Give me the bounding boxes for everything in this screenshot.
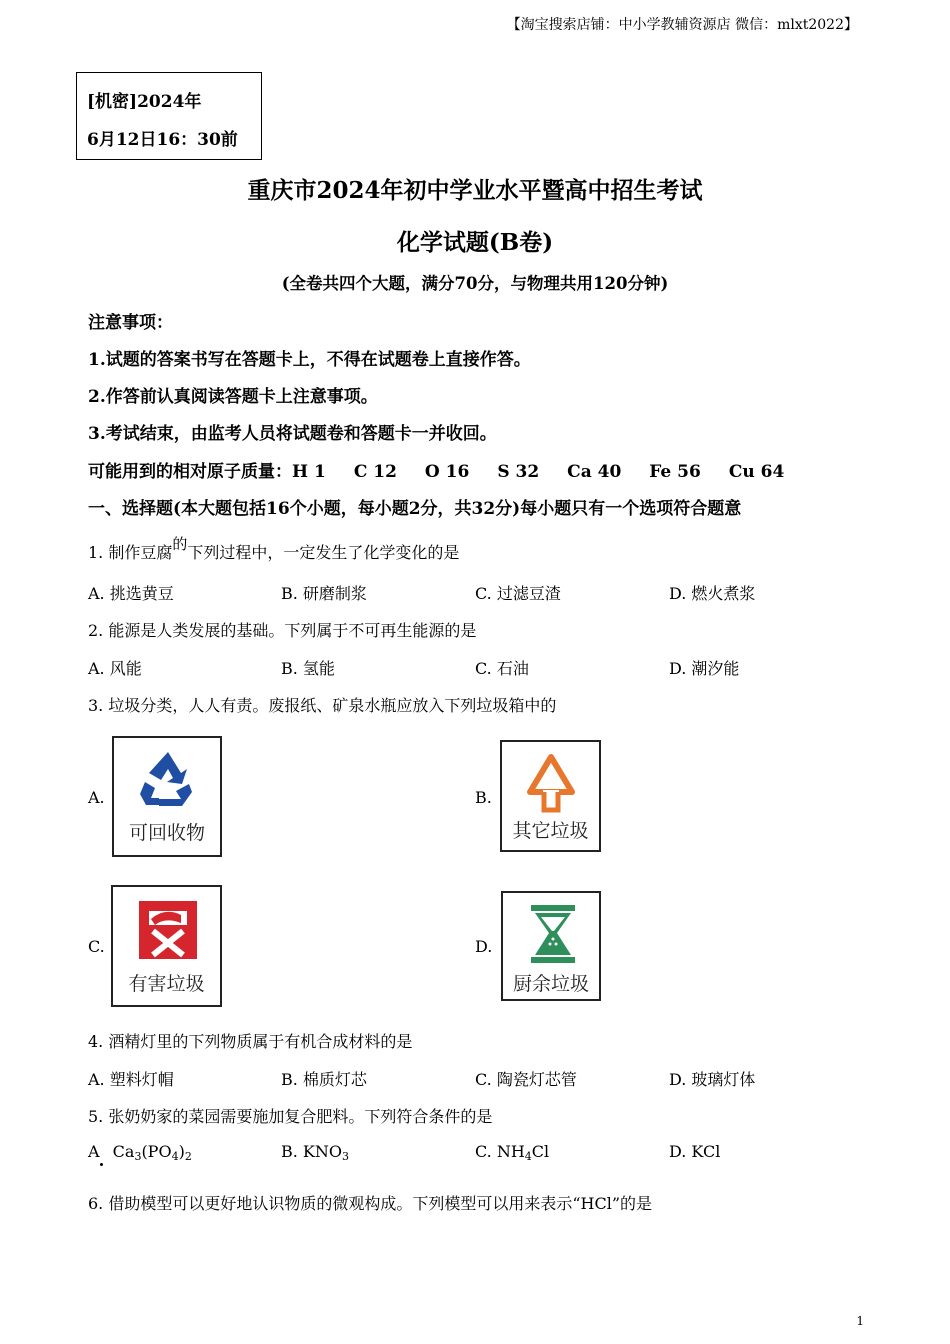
- question-4-option-d: D. 玻璃灯体: [669, 1070, 756, 1089]
- exam-title: 重庆市2024年初中学业水平暨高中招生考试: [247, 177, 703, 204]
- question-5-option-b: B. $KNO_3$: [281, 1142, 349, 1163]
- question-3-option-b: B.: [475, 788, 492, 807]
- hourglass-icon: [527, 903, 579, 965]
- atomic-mass-item: S 32: [497, 462, 540, 482]
- question-6-stem: 6. 借助模型可以更好地认识物质的微观构成。下列模型可以用来表示“HCl”的是: [88, 1194, 653, 1213]
- question-4-option-c: C. 陶瓷灯芯管: [475, 1070, 577, 1089]
- page-header: 【淘宝搜索店铺：中小学教辅资源店 微信：mlxt2022】: [506, 17, 858, 33]
- kitchen-waste-bin-sign: [501, 891, 601, 1001]
- question-3-stem: 3. 垃圾分类，人人有责。废报纸、矿泉水瓶应放入下列垃圾箱中的: [88, 696, 557, 715]
- atomic-mass-item: H 1: [292, 462, 326, 482]
- confidential-box: [76, 72, 262, 160]
- question-1-stem-sup: 的: [172, 535, 188, 553]
- question-1-stem-a: 1. 制作豆腐: [88, 543, 173, 562]
- question-2-option-a: A. 风能: [88, 659, 142, 678]
- confidential-line-1: [机密]2024年: [87, 92, 202, 112]
- other-waste-label: 其它垃圾: [512, 820, 589, 842]
- atomic-mass-item: Ca 40: [567, 462, 622, 482]
- page-number: 1: [856, 1314, 864, 1328]
- section-heading: 一、选择题(本大题包括16个小题，每小题2分，共32分)每小题只有一个选项符合题意: [88, 499, 742, 519]
- atomic-mass-item: C 12: [353, 462, 397, 482]
- notice-item-2: 2.作答前认真阅读答题卡上注意事项。: [88, 387, 378, 407]
- question-3-option-d: D.: [475, 937, 493, 956]
- atomic-mass-line: [88, 457, 784, 482]
- exam-subject: 化学试题(B卷): [396, 229, 554, 256]
- hazardous-waste-label: 有害垃圾: [128, 973, 205, 995]
- option-formula: C. NH: [475, 1142, 525, 1161]
- atomic-mass-item: Cu 64: [728, 462, 785, 482]
- notice-heading: 注意事项：: [88, 313, 173, 333]
- hazardous-waste-bin-sign: [111, 885, 222, 1007]
- atomic-mass-label: 可能用到的相对原子质量：: [88, 462, 292, 482]
- recyclable-label: 可回收物: [128, 822, 205, 844]
- question-5-stem: 5. 张奶奶家的菜园需要施加复合肥料。下列符合条件的是: [88, 1107, 493, 1126]
- notice-item-3: 3.考试结束，由监考人员将试题卷和答题卡一并收回。: [88, 424, 497, 444]
- option-letter: A: [88, 1142, 100, 1161]
- question-3-option-c: C.: [88, 937, 105, 956]
- question-1-stem-b: 下列过程中，一定发生了化学变化的是: [187, 543, 460, 562]
- question-4-option-a: A. 塑料灯帽: [88, 1070, 174, 1089]
- question-5-option-a: A $Ca_3(PO_4)_2$: [88, 1142, 192, 1163]
- kitchen-waste-label: 厨余垃圾: [512, 973, 589, 995]
- question-1-option-c: C. 过滤豆渣: [475, 584, 561, 603]
- other-waste-bin-sign: [500, 740, 601, 852]
- question-1-stem: [88, 535, 460, 563]
- exam-note: (全卷共四个大题，满分70分，与物理共用120分钟): [281, 274, 669, 293]
- atomic-mass-item: Fe 56: [649, 462, 701, 482]
- notice-item-1: 1.试题的答案书写在答题卡上，不得在试题卷上直接作答。: [88, 350, 531, 370]
- question-2-option-d: D. 潮汐能: [669, 659, 740, 678]
- other-waste-icon: [522, 752, 580, 814]
- atomic-mass-item: O 16: [424, 462, 470, 482]
- question-5-option-c: C. $NH_4Cl$: [475, 1142, 550, 1163]
- confidential-line-2: 6月12日16：30前: [87, 130, 238, 150]
- question-2-option-b: B. 氢能: [281, 659, 335, 678]
- question-2-stem: 2. 能源是人类发展的基础。下列属于不可再生能源的是: [88, 621, 477, 640]
- question-1-option-b: B. 研磨制浆: [281, 584, 367, 603]
- question-2-option-c: C. 石油: [475, 659, 529, 678]
- question-4-option-b: B. 棉质灯芯: [281, 1070, 367, 1089]
- option-formula: B. KNO: [281, 1142, 342, 1161]
- recycle-icon: [137, 748, 199, 810]
- recyclable-bin-sign: [112, 736, 222, 857]
- question-3-option-a: A.: [88, 788, 105, 807]
- question-4-stem: 4. 酒精灯里的下列物质属于有机合成材料的是: [88, 1032, 413, 1051]
- question-5-option-d: D. KCl: [669, 1142, 721, 1161]
- question-1-option-a: A. 挑选黄豆: [88, 584, 174, 603]
- hazardous-waste-icon: [137, 899, 199, 961]
- question-1-option-d: D. 燃火煮浆: [669, 584, 756, 603]
- dot-mark: [100, 1163, 103, 1166]
